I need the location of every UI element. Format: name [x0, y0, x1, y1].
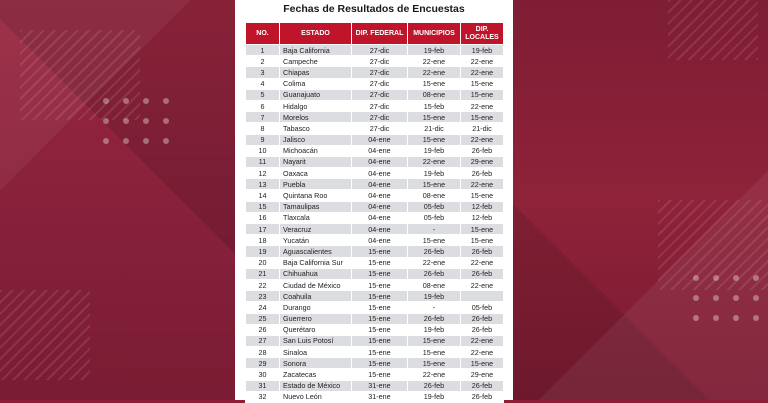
cell-municipios: 22-ene: [408, 257, 461, 268]
table-row: [246, 145, 504, 156]
cell-dip-federal: 04-ene: [352, 201, 408, 212]
header-dip-locales: DIP. LOCALES: [461, 23, 504, 45]
cell-no: 29: [246, 358, 280, 369]
cell-dip-locales: 22-ene: [461, 67, 504, 78]
cell-municipios: 26-feb: [408, 246, 461, 257]
cell-municipios: 05-feb: [408, 212, 461, 223]
cell-no: 23: [246, 291, 280, 302]
cell-dip-locales: 26-feb: [461, 168, 504, 179]
cell-dip-locales: 22-ene: [461, 134, 504, 145]
cell-estado: Sinaloa: [280, 347, 352, 358]
cell-dip-federal: 27-dic: [352, 112, 408, 123]
cell-estado: Quintana Roo: [280, 190, 352, 201]
cell-estado: Estado de México: [280, 380, 352, 391]
background-left-panel: [0, 0, 235, 400]
cell-estado: Querétaro: [280, 324, 352, 335]
table-row: [246, 268, 504, 279]
cell-municipios: 26-feb: [408, 268, 461, 279]
cell-dip-federal: 15-ene: [352, 257, 408, 268]
cell-no: 9: [246, 134, 280, 145]
table-row: [246, 78, 504, 89]
cell-estado: San Luis Potosí: [280, 335, 352, 346]
cell-no: 14: [246, 190, 280, 201]
cell-estado: Hidalgo: [280, 100, 352, 111]
table-row: [246, 291, 504, 302]
cell-dip-federal: 15-ene: [352, 335, 408, 346]
table-body: [246, 45, 504, 403]
cell-municipios: 19-feb: [408, 45, 461, 56]
cell-dip-locales: 22-ene: [461, 335, 504, 346]
cell-no: 6: [246, 100, 280, 111]
table-row: [246, 347, 504, 358]
cell-dip-federal: 15-ene: [352, 358, 408, 369]
cell-estado: Durango: [280, 302, 352, 313]
cell-estado: Tlaxcala: [280, 212, 352, 223]
cell-municipios: 19-feb: [408, 391, 461, 402]
cell-dip-federal: 27-dic: [352, 123, 408, 134]
cell-no: 25: [246, 313, 280, 324]
table-row: [246, 358, 504, 369]
cell-dip-locales: 12-feb: [461, 212, 504, 223]
cell-dip-federal: 04-ene: [352, 179, 408, 190]
cell-no: 26: [246, 324, 280, 335]
table-row: [246, 67, 504, 78]
cell-dip-locales: 22-ene: [461, 257, 504, 268]
cell-municipios: 15-ene: [408, 179, 461, 190]
header-estado: ESTADO: [280, 23, 352, 45]
decorative-stripes: [668, 0, 758, 60]
cell-no: 13: [246, 179, 280, 190]
cell-municipios: 22-ene: [408, 156, 461, 167]
table-row: [246, 190, 504, 201]
cell-no: 17: [246, 224, 280, 235]
cell-dip-locales: 26-feb: [461, 246, 504, 257]
cell-estado: Nayarit: [280, 156, 352, 167]
cell-estado: Campeche: [280, 56, 352, 67]
cell-dip-locales: 22-ene: [461, 179, 504, 190]
cell-no: 16: [246, 212, 280, 223]
cell-dip-federal: 27-dic: [352, 100, 408, 111]
cell-dip-locales: 22-ene: [461, 100, 504, 111]
cell-dip-locales: 15-ene: [461, 235, 504, 246]
cell-dip-federal: 15-ene: [352, 302, 408, 313]
decorative-dots: [103, 98, 169, 144]
cell-estado: Ciudad de México: [280, 279, 352, 290]
cell-dip-locales: 26-feb: [461, 145, 504, 156]
cell-estado: Guerrero: [280, 313, 352, 324]
cell-dip-locales: 21-dic: [461, 123, 504, 134]
cell-dip-federal: 04-ene: [352, 190, 408, 201]
header-no: NO.: [246, 23, 280, 45]
cell-estado: Tabasco: [280, 123, 352, 134]
cell-no: 30: [246, 369, 280, 380]
cell-estado: Tamaulipas: [280, 201, 352, 212]
document-title: Fechas de Resultados de Encuestas: [283, 3, 465, 15]
table-row: [246, 369, 504, 380]
cell-dip-federal: 15-ene: [352, 268, 408, 279]
cell-municipios: 15-ene: [408, 358, 461, 369]
cell-municipios: -: [408, 302, 461, 313]
cell-dip-federal: 27-dic: [352, 67, 408, 78]
cell-municipios: 26-feb: [408, 313, 461, 324]
cell-estado: Oaxaca: [280, 168, 352, 179]
cell-no: 2: [246, 56, 280, 67]
cell-dip-federal: 04-ene: [352, 168, 408, 179]
cell-dip-locales: 15-ene: [461, 78, 504, 89]
cell-dip-locales: 15-ene: [461, 89, 504, 100]
table-row: [246, 257, 504, 268]
cell-no: 10: [246, 145, 280, 156]
cell-no: 31: [246, 380, 280, 391]
cell-estado: Zacatecas: [280, 369, 352, 380]
table-row: [246, 235, 504, 246]
cell-dip-locales: 19-feb: [461, 45, 504, 56]
cell-dip-locales: 22-ene: [461, 56, 504, 67]
cell-dip-locales: 29-ene: [461, 156, 504, 167]
cell-no: 7: [246, 112, 280, 123]
cell-no: 11: [246, 156, 280, 167]
cell-municipios: 15-ene: [408, 235, 461, 246]
table-row: [246, 391, 504, 402]
cell-municipios: 08-ene: [408, 190, 461, 201]
cell-estado: Guanajuato: [280, 89, 352, 100]
cell-estado: Michoacán: [280, 145, 352, 156]
cell-no: 3: [246, 67, 280, 78]
table-row: [246, 302, 504, 313]
background-right-panel: [513, 0, 768, 400]
cell-municipios: 15-ene: [408, 78, 461, 89]
table-row: [246, 134, 504, 145]
cell-estado: Colima: [280, 78, 352, 89]
cell-municipios: 19-feb: [408, 168, 461, 179]
table-row: [246, 212, 504, 223]
cell-dip-locales: 05-feb: [461, 302, 504, 313]
table-row: [246, 112, 504, 123]
table-row: [246, 224, 504, 235]
cell-no: 1: [246, 45, 280, 56]
cell-dip-federal: 15-ene: [352, 369, 408, 380]
table-header-row: [246, 23, 504, 45]
cell-dip-locales: 26-feb: [461, 391, 504, 402]
cell-dip-federal: 31-ene: [352, 380, 408, 391]
cell-municipios: 19-feb: [408, 145, 461, 156]
cell-municipios: -: [408, 224, 461, 235]
table-row: [246, 279, 504, 290]
cell-dip-federal: 04-ene: [352, 134, 408, 145]
table-row: [246, 168, 504, 179]
cell-dip-locales: 26-feb: [461, 324, 504, 335]
cell-dip-federal: 04-ene: [352, 156, 408, 167]
decorative-dots: [693, 275, 759, 321]
cell-dip-federal: 15-ene: [352, 246, 408, 257]
table-row: [246, 313, 504, 324]
cell-dip-locales: [461, 291, 504, 302]
cell-dip-locales: 26-feb: [461, 380, 504, 391]
cell-dip-locales: 22-ene: [461, 279, 504, 290]
cell-no: 18: [246, 235, 280, 246]
cell-no: 15: [246, 201, 280, 212]
cell-estado: Coahuila: [280, 291, 352, 302]
header-dip-federal: DIP. FEDERAL: [352, 23, 408, 45]
cell-estado: Nuevo León: [280, 391, 352, 402]
cell-municipios: 19-feb: [408, 324, 461, 335]
cell-dip-federal: 04-ene: [352, 235, 408, 246]
cell-dip-locales: 26-feb: [461, 313, 504, 324]
cell-dip-locales: 26-feb: [461, 268, 504, 279]
cell-no: 21: [246, 268, 280, 279]
cell-dip-federal: 15-ene: [352, 291, 408, 302]
cell-no: 27: [246, 335, 280, 346]
table-row: [246, 123, 504, 134]
cell-dip-federal: 04-ene: [352, 224, 408, 235]
cell-dip-federal: 27-dic: [352, 45, 408, 56]
cell-dip-federal: 15-ene: [352, 347, 408, 358]
cell-dip-locales: 15-ene: [461, 224, 504, 235]
cell-municipios: 15-feb: [408, 100, 461, 111]
cell-estado: Chihuahua: [280, 268, 352, 279]
cell-municipios: 22-ene: [408, 67, 461, 78]
table-row: [246, 89, 504, 100]
cell-municipios: 15-ene: [408, 134, 461, 145]
table-row: [246, 246, 504, 257]
cell-no: 22: [246, 279, 280, 290]
table-row: [246, 335, 504, 346]
table-row: [246, 45, 504, 56]
cell-municipios: 15-ene: [408, 112, 461, 123]
cell-dip-locales: 15-ene: [461, 358, 504, 369]
cell-no: 5: [246, 89, 280, 100]
cell-no: 24: [246, 302, 280, 313]
cell-municipios: 26-feb: [408, 380, 461, 391]
cell-municipios: 22-ene: [408, 56, 461, 67]
cell-dip-locales: 12-feb: [461, 201, 504, 212]
cell-estado: Morelos: [280, 112, 352, 123]
cell-dip-locales: 22-ene: [461, 347, 504, 358]
cell-municipios: 08-ene: [408, 89, 461, 100]
decorative-stripes: [0, 290, 90, 380]
cell-municipios: 05-feb: [408, 201, 461, 212]
table-row: [246, 179, 504, 190]
table-row: [246, 156, 504, 167]
cell-estado: Aguascalientes: [280, 246, 352, 257]
cell-estado: Baja California: [280, 45, 352, 56]
cell-dip-federal: 04-ene: [352, 145, 408, 156]
cell-dip-federal: 31-ene: [352, 391, 408, 402]
cell-no: 8: [246, 123, 280, 134]
table-row: [246, 201, 504, 212]
cell-municipios: 19-feb: [408, 291, 461, 302]
cell-dip-locales: 29-ene: [461, 369, 504, 380]
cell-no: 28: [246, 347, 280, 358]
cell-estado: Veracruz: [280, 224, 352, 235]
cell-dip-federal: 15-ene: [352, 279, 408, 290]
results-document: [235, 0, 513, 400]
cell-dip-federal: 27-dic: [352, 56, 408, 67]
table-row: [246, 100, 504, 111]
cell-estado: Chiapas: [280, 67, 352, 78]
cell-no: 12: [246, 168, 280, 179]
cell-municipios: 08-ene: [408, 279, 461, 290]
table-row: [246, 380, 504, 391]
cell-dip-federal: 04-ene: [352, 212, 408, 223]
cell-dip-federal: 15-ene: [352, 313, 408, 324]
cell-estado: Sonora: [280, 358, 352, 369]
cell-estado: Yucatán: [280, 235, 352, 246]
table-row: [246, 324, 504, 335]
cell-estado: Baja California Sur: [280, 257, 352, 268]
header-municipios: MUNICIPIOS: [408, 23, 461, 45]
cell-dip-locales: 15-ene: [461, 112, 504, 123]
cell-no: 32: [246, 391, 280, 402]
cell-dip-locales: 15-ene: [461, 190, 504, 201]
cell-no: 19: [246, 246, 280, 257]
results-table: [245, 22, 504, 403]
cell-municipios: 15-ene: [408, 335, 461, 346]
cell-municipios: 21-dic: [408, 123, 461, 134]
cell-dip-federal: 27-dic: [352, 78, 408, 89]
cell-municipios: 15-ene: [408, 347, 461, 358]
cell-municipios: 22-ene: [408, 369, 461, 380]
cell-no: 4: [246, 78, 280, 89]
cell-no: 20: [246, 257, 280, 268]
cell-estado: Jalisco: [280, 134, 352, 145]
table-row: [246, 56, 504, 67]
cell-dip-federal: 15-ene: [352, 324, 408, 335]
cell-estado: Puebla: [280, 179, 352, 190]
cell-dip-federal: 27-dic: [352, 89, 408, 100]
